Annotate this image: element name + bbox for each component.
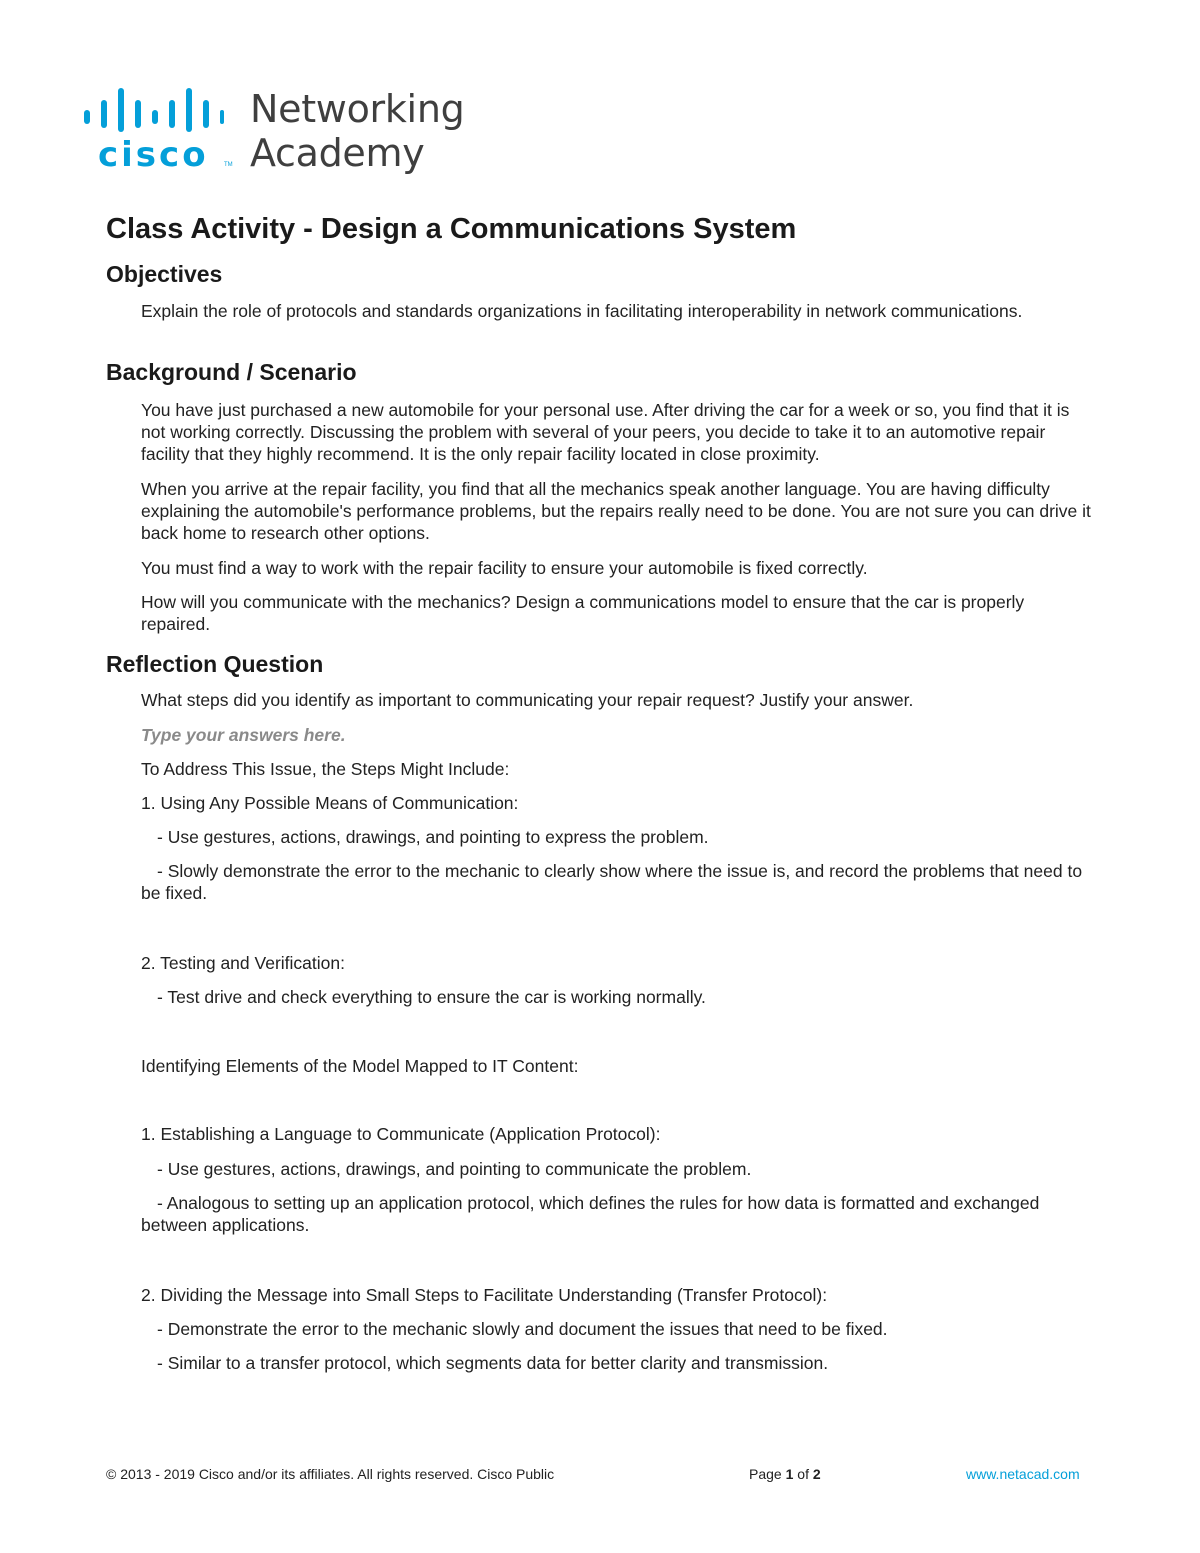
answer-line: 2. Dividing the Message into Small Steps to Facilitate Understanding (Transfer Protocol):: [141, 1285, 828, 1305]
cisco-wordmark: cisco: [98, 135, 209, 175]
reflection-heading: Reflection Question: [106, 651, 324, 677]
background-heading: Background / Scenario: [106, 359, 357, 385]
answer-line: 1. Using Any Possible Means of Communication:: [141, 793, 519, 813]
trademark-symbol: TM: [224, 162, 233, 168]
page-title: Class Activity - Design a Communications System: [106, 213, 797, 245]
background-paragraph-3: You must find a way to work with the repair facility to ensure your automobile is fixed correctly.: [141, 558, 868, 578]
page-label: Page: [749, 1466, 782, 1482]
answer-line: To Address This Issue, the Steps Might Include:: [141, 759, 510, 779]
footer-page-number: [749, 1466, 821, 1482]
answer-line: 1. Establishing a Language to Communicate (Application Protocol):: [141, 1124, 661, 1144]
objectives-heading: Objectives: [106, 261, 223, 287]
answer-line: Identifying Elements of the Model Mapped to IT Content:: [141, 1056, 579, 1076]
answer-line: - Test drive and check everything to ensure the car is working normally.: [157, 987, 706, 1007]
logo-academy-text: Academy: [250, 131, 425, 175]
page-total: 2: [812, 1466, 821, 1482]
answer-line: 2. Testing and Verification:: [141, 953, 345, 973]
reflection-question: What steps did you identify as important to communicating your repair request? Justify your answer.: [141, 690, 914, 710]
logo-networking-text: Networking: [250, 87, 465, 131]
cisco-bars-icon: [84, 88, 224, 134]
answer-line: - Use gestures, actions, drawings, and pointing to express the problem.: [157, 827, 709, 847]
background-paragraph-2: When you arrive at the repair facility, you find that all the mechanics speak another language. You are having difficulty explaining the automobile's performance problems, but the repairs really need to be done. You are not sure you can drive it back home to research other options.: [141, 479, 1091, 543]
answer-line: - Similar to a transfer protocol, which segments data for better clarity and transmission.: [157, 1353, 829, 1373]
answer-line: - Slowly demonstrate the error to the mechanic to clearly show where the issue is, and record the problems that need to be fixed.: [141, 861, 1083, 903]
footer-site: [966, 1466, 1080, 1482]
netacad-link[interactable]: www.netacad.com: [966, 1466, 1080, 1482]
answer-line: - Analogous to setting up an application protocol, which defines the rules for how data is formatted and exchanged between applications.: [141, 1193, 1040, 1235]
objectives-text: Explain the role of protocols and standards organizations in facilitating interoperability in network communications.: [141, 301, 1023, 321]
cisco-networking-academy-logo: [84, 88, 464, 178]
page-of: of: [797, 1466, 809, 1482]
answer-line: - Use gestures, actions, drawings, and pointing to communicate the problem.: [157, 1159, 752, 1179]
background-paragraph-1: You have just purchased a new automobile for your personal use. After driving the car for a week or so, you find that it is not working correctly. Discussing the problem with several of your peers, you decide to take it to an automotive repair facility that they highly recommend. It is the only repair facility located in close proximity.: [141, 400, 1070, 464]
answer-line: - Demonstrate the error to the mechanic slowly and document the issues that need to be fixed.: [157, 1319, 888, 1339]
footer-copyright: © 2013 - 2019 Cisco and/or its affiliates. All rights reserved. Cisco Public: [106, 1466, 555, 1482]
page-current: 1: [785, 1466, 794, 1482]
answer-placeholder[interactable]: Type your answers here.: [141, 725, 346, 745]
background-paragraph-4: How will you communicate with the mechanics? Design a communications model to ensure that the car is properly repaired.: [141, 592, 1025, 634]
